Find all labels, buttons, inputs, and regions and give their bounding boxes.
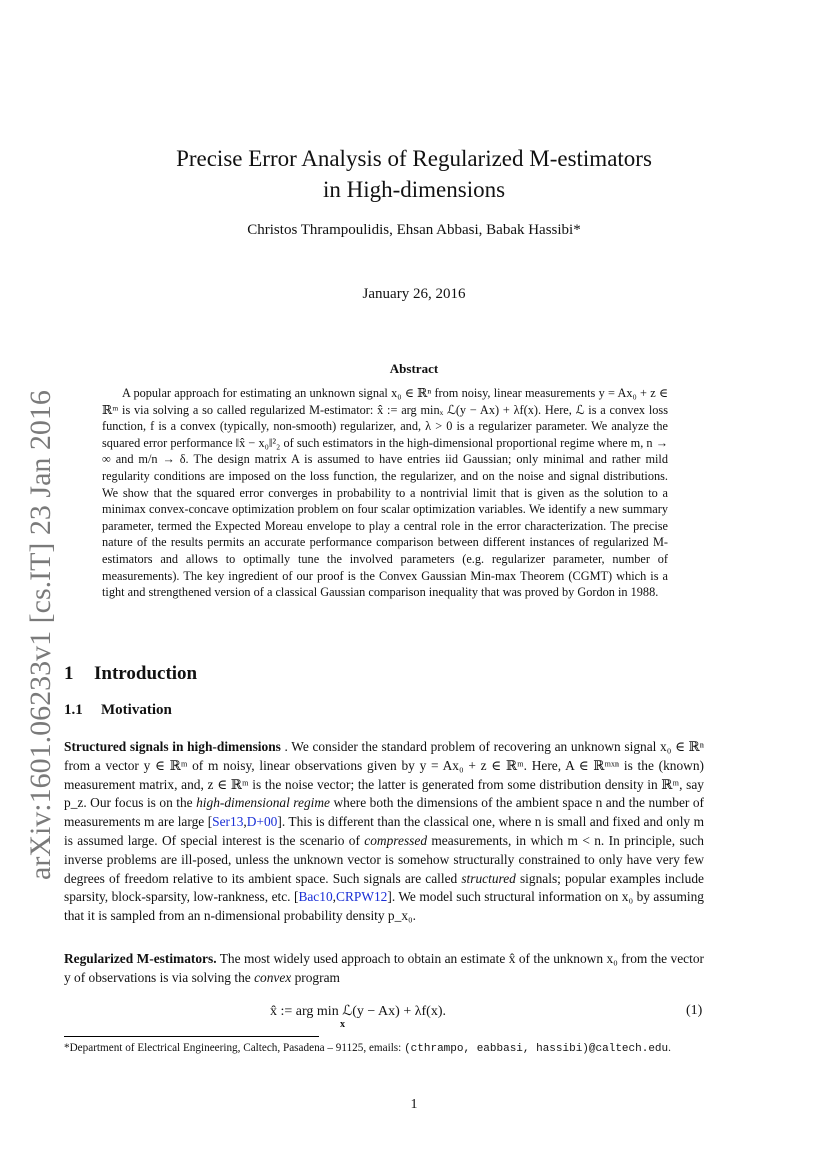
paper-title bbox=[80, 143, 748, 205]
paragraph-lead: Regularized M-estimators. bbox=[64, 951, 217, 966]
abstract-heading: Abstract bbox=[389, 361, 439, 376]
paragraph-text: measurements, in which m < n. In principle, such inverse problems are ill-posed, unless the unknown vector is somehow structurally constrained to only have very few degrees of freedom relative to its ambient space. Such signals are called bbox=[64, 832, 704, 886]
arxiv-stamp bbox=[10, 380, 60, 880]
subsection-heading bbox=[64, 702, 172, 719]
paragraph-regularized-m-estimators bbox=[64, 950, 704, 988]
footnote-end: . bbox=[668, 1042, 671, 1054]
subsection-number: 1.1 bbox=[64, 702, 83, 718]
paragraph-text: program bbox=[291, 969, 340, 985]
footnote-emails: (cthrampo, eabbasi, hassibi)@caltech.edu bbox=[404, 1043, 669, 1055]
equation-number: (1) bbox=[686, 1003, 703, 1018]
footnote-divider bbox=[64, 1036, 319, 1037]
citation-separator: , bbox=[243, 814, 247, 830]
equation-1 bbox=[270, 1003, 446, 1030]
abstract-body: A popular approach for estimating an unknown signal x₀ ∈ ℝⁿ from noisy, linear measurements y = Ax₀ + z ∈ ℝᵐ is via solving a so called regularized M-estimator: x̂ := arg minₓ ℒ(y − Ax) + λf(x). Here, ℒ is a convex loss function, f is a convex (typically, non-smooth) regularizer, and, λ > 0 is a regularizer parameter. We analyze the squared error performance ‖x̂ − x₀‖²₂ of such estimators in the high-dimensional proportional regime where m, n → ∞ and m/n → δ. The design matrix A is assumed to have entries iid Gaussian; only minimal and rather mild regularity conditions are imposed on the loss function, the regularizer, and on the noise and signal distributions. We show that the squared error converges in probability to a nontrivial limit that is given as the solution to a minimax convex-concave optimization problem on four scalar optimization variables. We identify a new summary parameter, termed the Expected Moreau envelope to play a central role in the error characterization. The precise nature of the results permits an accurate performance comparison between different instances of regularized M-estimators and allows to optimally tune the involved parameters (e.g. regularizer parameter, number of measurements). The key ingredient of our proof is the Convex Gaussian Min-max Theorem (CGMT) which is a tight and strengthened version of a classical Gaussian comparison inequality that was proved by Gordon in 1988. bbox=[102, 386, 668, 600]
paragraph-text: where both the dimensions of the ambient space n and the number of measurements m are large [ bbox=[64, 795, 704, 830]
paragraph-text: ]. This is different than the classical one, where n is small and fixed and only m is assumed large. Of special interest is the scenario of bbox=[64, 814, 704, 848]
date: January 26, 2016 bbox=[362, 286, 466, 302]
section-title: Introduction bbox=[94, 663, 198, 684]
subsection-title: Motivation bbox=[101, 702, 172, 718]
paragraph-structured-signals bbox=[64, 738, 704, 926]
title-line-1: Precise Error Analysis of Regularized M-estimators bbox=[176, 146, 652, 171]
equation-subscript: x bbox=[340, 1019, 345, 1030]
paragraph-lead: Structured signals in high-dimensions bbox=[64, 739, 281, 754]
citation-separator: , bbox=[332, 889, 337, 905]
equation-text: x̂ := arg min ℒ(y − Ax) + λf(x). bbox=[270, 1004, 446, 1019]
authors: Christos Thrampoulidis, Ehsan Abbasi, Babak Hassibi* bbox=[247, 222, 581, 238]
footnote bbox=[64, 1040, 704, 1057]
paragraph-text: ]. We model such structural information on x₀ by assuming that it is sampled from an n-dimensional probability density p_x₀. bbox=[64, 889, 704, 924]
section-heading bbox=[64, 663, 197, 685]
paragraph-text: . We consider the standard problem of recovering an unknown signal x₀ ∈ ℝⁿ from a vector y ∈ ℝᵐ of m noisy, linear observations given by y = Ax₀ + z ∈ ℝᵐ. Here, A ∈ ℝᵐˣⁿ is the (known) measurement matrix, and, z ∈ ℝᵐ is the noise vector; the latter is generated from some distribution density in ℝᵐ, say p_z. Our focus is on the bbox=[64, 739, 704, 811]
emphasis: high-dimensional regime bbox=[196, 795, 330, 811]
emphasis: structured bbox=[461, 870, 516, 886]
arxiv-stamp-text: arXiv:1601.06233v1 [cs.IT] 23 Jan 2016 bbox=[24, 390, 57, 880]
title-line-2: in High-dimensions bbox=[322, 177, 506, 202]
page-number: 1 bbox=[410, 1097, 418, 1112]
emphasis: compressed bbox=[364, 832, 428, 848]
citation-link[interactable]: CRPW12 bbox=[336, 889, 388, 905]
section-number: 1 bbox=[64, 663, 74, 684]
citation-link[interactable]: Bac10 bbox=[298, 889, 333, 905]
emphasis: convex bbox=[254, 969, 292, 985]
paragraph-text: The most widely used approach to obtain an estimate x̂ of the unknown x₀ from the vector y of observations is via solving the bbox=[64, 951, 704, 985]
citation-link[interactable]: D+00 bbox=[246, 814, 278, 830]
footnote-text: *Department of Electrical Engineering, Caltech, Pasadena – 91125, emails: bbox=[64, 1042, 405, 1054]
paragraph-text: signals; popular examples include sparsity, block-sparsity, low-rankness, etc. [ bbox=[64, 870, 704, 905]
citation-link[interactable]: Ser13 bbox=[212, 814, 244, 830]
